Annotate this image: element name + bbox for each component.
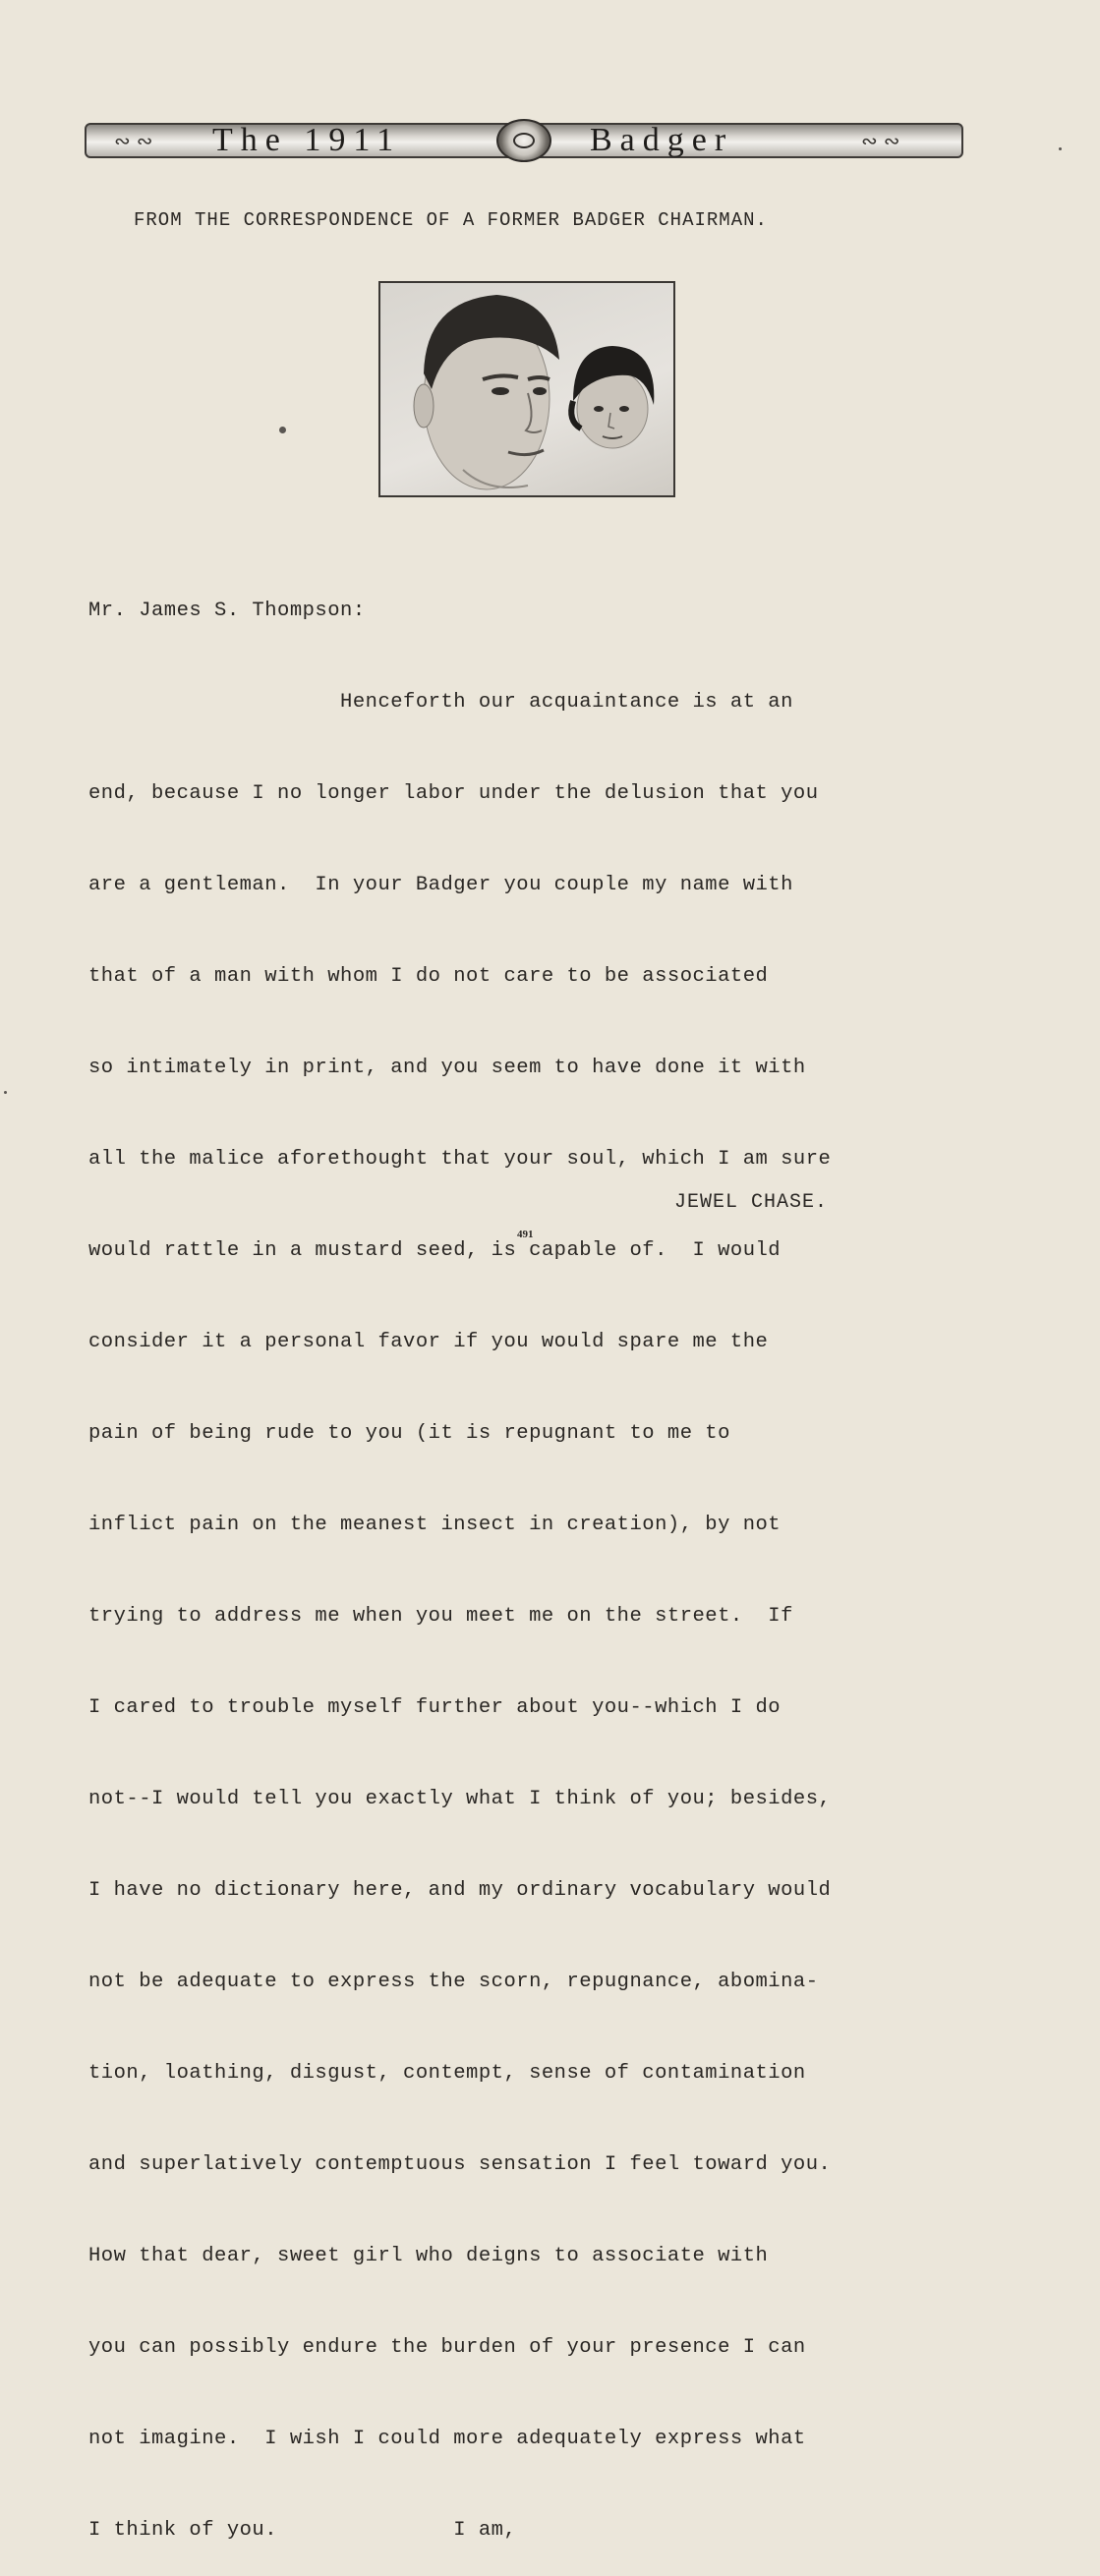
letter-body — [88, 535, 993, 2576]
letter-line: would rattle in a mustard seed, is capable of. I would — [88, 1239, 782, 1262]
portrait-illustration — [380, 283, 675, 497]
letter-line: not be adequate to express the scorn, repugnance, abomina- — [88, 1971, 819, 1993]
letter-line: are a gentleman. In your Badger you couple my name with — [88, 874, 793, 896]
paper-speck — [279, 427, 286, 433]
paper-speck — [1059, 147, 1062, 150]
letter-line: inflict pain on the meanest insect in creation), by not — [88, 1514, 782, 1536]
letter-line: tion, loathing, disgust, contempt, sense of contamination — [88, 2062, 806, 2085]
letter-salutation: Mr. James S. Thompson: — [88, 600, 366, 622]
letter-line: that of a man with whom I do not care to be associated — [88, 965, 769, 988]
banner-title-left: The 1911 — [212, 122, 402, 158]
letter-line: Henceforth our acquaintance is at an — [88, 691, 793, 714]
letter-line: end, because I no longer labor under the delusion that you — [88, 782, 819, 805]
letter-line: not--I would tell you exactly what I think of you; besides, — [88, 1788, 832, 1810]
letter-line: and superlatively contemptuous sensation I feel toward you. — [88, 2153, 832, 2176]
left-ornament: ∾∾ — [114, 129, 159, 152]
seal-emblem-icon — [496, 119, 551, 162]
paper-speck — [4, 1091, 7, 1094]
page-subtitle: FROM THE CORRESPONDENCE OF A FORMER BADGER CHAIRMAN. — [134, 209, 768, 231]
right-ornament: ∾∾ — [861, 129, 906, 152]
letter-line: pain of being rude to you (it is repugnant to me to — [88, 1422, 730, 1445]
letter-line: I cared to trouble myself further about you--which I do — [88, 1696, 782, 1719]
letter-line: I have no dictionary here, and my ordinary vocabulary would — [88, 1879, 832, 1902]
letter-line: consider it a personal favor if you would spare me the — [88, 1331, 769, 1353]
letter-line: you can possibly endure the burden of your presence I can — [88, 2336, 806, 2359]
letter-line: trying to address me when you meet me on the street. If — [88, 1605, 793, 1628]
letter-line: How that dear, sweet girl who deigns to associate with — [88, 2245, 769, 2267]
letter-line: I think of you. I am, — [88, 2519, 517, 2542]
letter-line: so intimately in print, and you seem to have done it with — [88, 1057, 806, 1079]
banner-title-right: Badger — [590, 122, 734, 158]
letter-line: not imagine. I wish I could more adequately express what — [88, 2428, 806, 2450]
page-number: 491 — [517, 1229, 534, 1240]
letter-signature: JEWEL CHASE. — [674, 1191, 829, 1214]
letter-line: all the malice aforethought that your soul, which I am sure — [88, 1148, 832, 1171]
header-banner — [85, 119, 963, 162]
portrait-photo — [378, 281, 675, 497]
